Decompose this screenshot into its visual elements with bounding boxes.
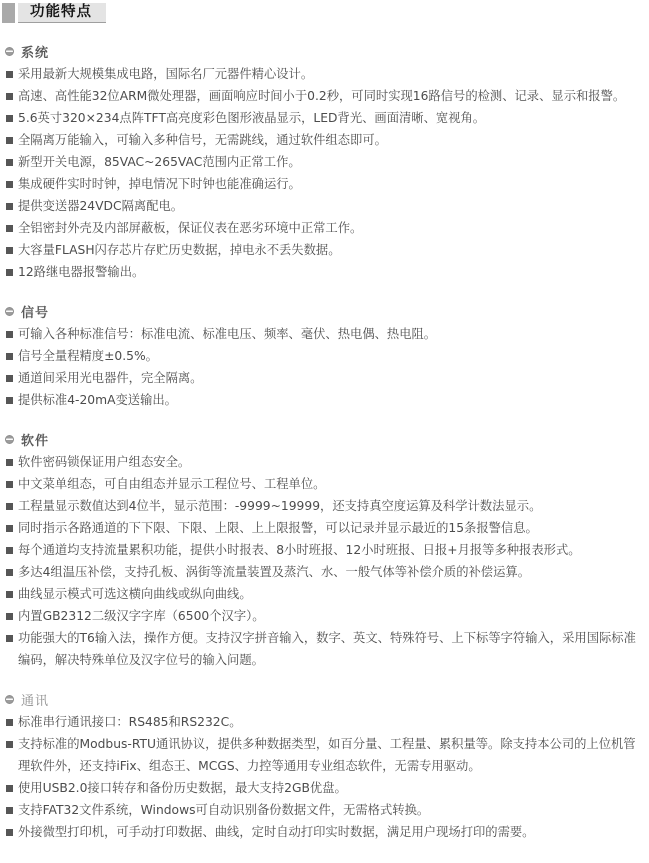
list-item [5,345,643,367]
header-square-icon [2,3,15,23]
list-item [5,605,643,627]
list-item-text: 工程量显示数值达到4位半，显示范围：-9999~19999，还支持真空度运算及科学计数法显示。 [18,499,542,513]
list-item-text: 功能强大的T6输入法，操作方便。支持汉字拼音输入，数字、英文、特殊符号、上下标等字符输入，采用国际标准编码，解决特殊单位及汉字位号的输入问题。 [18,631,636,667]
square-bullet-icon [6,71,13,78]
list-item [5,733,643,777]
section-title: 信号 [21,306,50,321]
section-header [5,303,643,320]
list-item [5,799,643,821]
page-title: 功能特点 [18,3,106,23]
square-bullet-icon [6,247,13,254]
list-item [5,195,643,217]
section-bullet-icon [5,435,14,444]
list-item-text: 同时指示各路通道的下下限、下限、上限、上上限报警，可以记录并显示最近的15条报警信息。 [18,521,538,535]
square-bullet-icon [6,331,13,338]
list-item-text: 曲线显示模式可选这横向曲线或纵向曲线。 [18,587,252,601]
list-item-text: 提供标准4-20mA变送输出。 [18,393,177,407]
square-bullet-icon [6,569,13,576]
list-item-text: 大容量FLASH闪存芯片存贮历史数据，掉电永不丢失数据。 [18,243,341,257]
feature-list [5,63,643,283]
square-bullet-icon [6,635,13,642]
square-bullet-icon [6,353,13,360]
square-bullet-icon [6,203,13,210]
list-item-text: 高速、高性能32位ARM微处理器，画面响应时间小于0.2秒，可同时实现16路信号的检测、记录、显示和报警。 [18,89,626,103]
list-item [5,711,643,733]
list-item [5,261,643,283]
square-bullet-icon [6,591,13,598]
list-item-text: 使用USB2.0接口转存和备份历史数据，最大支持2GB优盘。 [18,781,347,795]
list-item-text: 多达4组温压补偿，支持孔板、涡街等流量装置及蒸汽、水、一般气体等补偿介质的补偿运算。 [18,565,530,579]
square-bullet-icon [6,481,13,488]
square-bullet-icon [6,785,13,792]
square-bullet-icon [6,225,13,232]
list-item [5,389,643,411]
feature-section [2,431,643,671]
feature-section [2,303,643,411]
square-bullet-icon [6,503,13,510]
square-bullet-icon [6,375,13,382]
feature-list [5,323,643,411]
list-item-text: 采用最新大规模集成电路，国际名厂元器件精心设计。 [18,67,314,81]
list-item [5,173,643,195]
square-bullet-icon [6,547,13,554]
square-bullet-icon [6,719,13,726]
square-bullet-icon [6,159,13,166]
list-item [5,107,643,129]
section-title: 通讯 [21,694,50,709]
section-bullet-icon [5,695,14,704]
feature-list [5,451,643,671]
list-item [5,217,643,239]
list-item [5,495,643,517]
list-item-text: 内置GB2312二级汉字字库（6500个汉字）。 [18,609,265,623]
section-header [5,691,643,708]
list-item-text: 全隔离万能输入，可输入多种信号，无需跳线，通过软件组态即可。 [18,133,387,147]
square-bullet-icon [6,115,13,122]
list-item-text: 通道间采用光电器件，完全隔离。 [18,371,203,385]
list-item [5,129,643,151]
list-item [5,63,643,85]
section-title: 系统 [21,46,50,61]
list-item [5,583,643,605]
list-item [5,367,643,389]
list-item-text: 每个通道均支持流量累积功能，提供小时报表、8小时班报、12小时班报、日报+月报等多种报表形式。 [18,543,581,557]
list-item-text: 支持标准的Modbus-RTU通讯协议，提供多种数据类型，如百分量、工程量、累积量等。除支持本公司的上位机管理软件外，还支持iFix、组态王、MCGS、力控等通用专业组态软件，无需专用驱动。 [18,737,636,773]
sections-container [2,43,643,843]
list-item [5,451,643,473]
list-item [5,561,643,583]
section-bullet-icon [5,307,14,316]
section-bullet-icon [5,47,14,56]
square-bullet-icon [6,807,13,814]
list-item-text: 12路继电器报警输出。 [18,265,145,279]
list-item-text: 全铝密封外壳及内部屏蔽板，保证仪表在恶劣环境中正常工作。 [18,221,363,235]
list-item-text: 软件密码锁保证用户组态安全。 [18,455,191,469]
list-item-text: 中文菜单组态，可自由组态并显示工程位号、工程单位。 [18,477,326,491]
list-item [5,821,643,843]
square-bullet-icon [6,181,13,188]
square-bullet-icon [6,741,13,748]
list-item [5,473,643,495]
list-item [5,517,643,539]
square-bullet-icon [6,613,13,620]
square-bullet-icon [6,93,13,100]
list-item [5,539,643,561]
list-item-text: 标准串行通讯接口：RS485和RS232C。 [18,715,242,729]
feature-section [2,43,643,283]
list-item-text: 提供变送器24VDC隔离配电。 [18,199,184,213]
list-item-text: 可输入各种标准信号：标准电流、标准电压、频率、毫伏、热电偶、热电阻。 [18,327,437,341]
list-item [5,85,643,107]
list-item-text: 新型开关电源，85VAC~265VAC范围内正常工作。 [18,155,301,169]
feature-section [2,691,643,843]
square-bullet-icon [6,269,13,276]
page-header [2,3,643,23]
list-item-text: 支持FAT32文件系统，Windows可自动识别备份数据文件，无需格式转换。 [18,803,430,817]
section-header [5,43,643,60]
section-header [5,431,643,448]
list-item [5,627,643,671]
feature-list [5,711,643,843]
list-item-text: 集成硬件实时时钟，掉电情况下时钟也能准确运行。 [18,177,301,191]
section-title: 软件 [21,434,50,449]
list-item [5,777,643,799]
list-item-text: 外接微型打印机，可手动打印数据、曲线，定时自动打印实时数据，满足用户现场打印的需要。 [18,825,535,839]
list-item-text: 信号全量程精度±0.5%。 [18,349,158,363]
list-item [5,151,643,173]
square-bullet-icon [6,137,13,144]
square-bullet-icon [6,829,13,836]
square-bullet-icon [6,397,13,404]
square-bullet-icon [6,525,13,532]
list-item [5,323,643,345]
square-bullet-icon [6,459,13,466]
list-item-text: 5.6英寸320×234点阵TFT高亮度彩色图形液晶显示，LED背光、画面清晰、宽视角。 [18,111,486,125]
list-item [5,239,643,261]
